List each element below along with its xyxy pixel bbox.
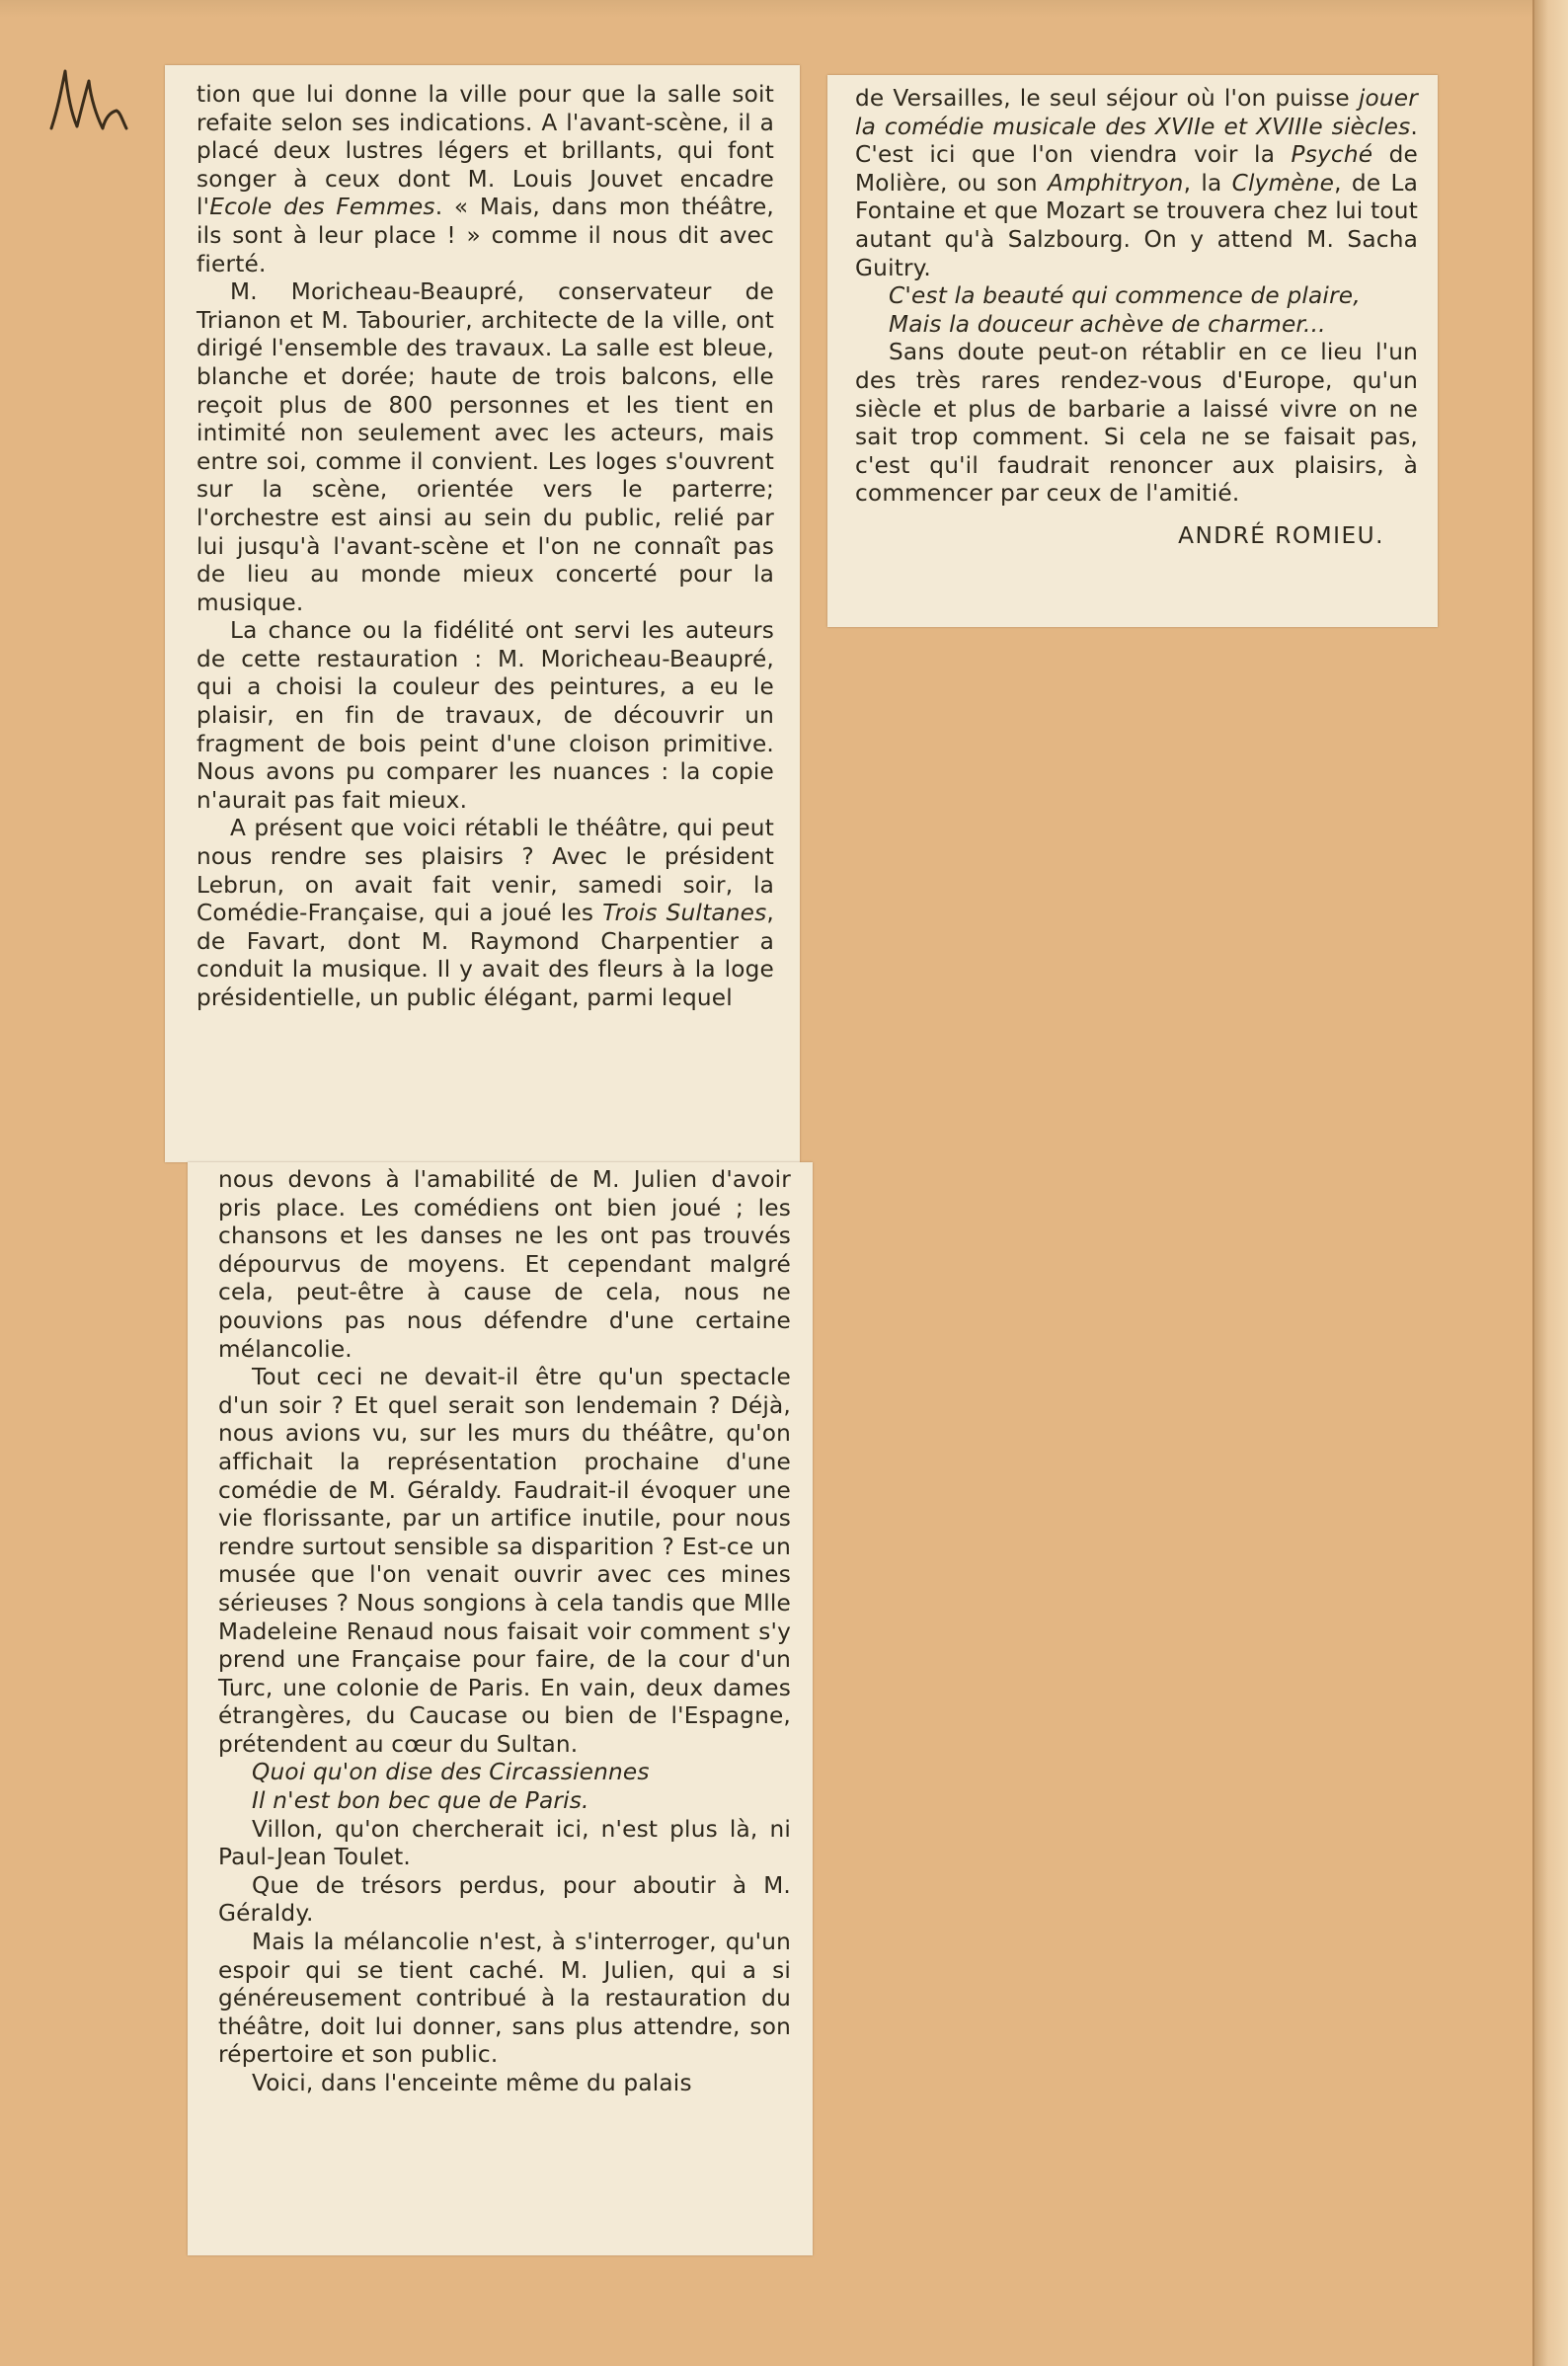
text-segment: Mais la mélancolie n'est, à s'interroger, qu'un espoir qui se tient caché. M. Julien, qui a si généreusement contribué à la restauration du théâtre, doit lui donner, sans plus attendre, son répertoire et son public. (218, 1929, 791, 2069)
page-edge (1532, 0, 1568, 2366)
paragraph (855, 85, 1418, 282)
article-clipping-column-1-continued (188, 1162, 813, 2255)
article-text-col2 (855, 85, 1418, 509)
text-segment: nous devons à l'amabilité de M. Julien d'avoir pris place. Les comédiens ont bien joué ; les chansons et les danses ne les ont pas trouvés dépourvus de moyens. Et cependant malgré cela, peut-être à cause de cela, nous ne pouvions pas nous défendre d'une certaine mélancolie. (218, 1166, 791, 1363)
text-segment: A présent que voici rétabli le théâtre, qui peut nous rendre ses plaisirs ? Avec le président Lebrun, on avait fait venir, samedi soir, la Comédie-Française, qui a joué les (196, 815, 774, 927)
paragraph (218, 1872, 791, 1929)
text-segment: , la (1183, 169, 1232, 197)
paragraph (196, 81, 774, 278)
text-segment: tion que lui donne la ville pour que la salle soit refaite selon ses indications. A l'avant-scène, il a placé deux lustres légers et brillants, qui font songer à ceux dont M. Louis Jouvet encadre l' (196, 81, 774, 221)
text-segment: Que de trésors perdus, pour aboutir à M. Géraldy. (218, 1871, 791, 1928)
italic-text: Trois Sultanes (602, 900, 767, 927)
paragraph (218, 1364, 791, 1759)
text-segment: La chance ou la fidélité ont servi les auteurs de cette restauration : M. Moricheau-Beaupré, qui a choisi la couleur des peintures, a eu le plaisir, en fin de travaux, de découvrir un fragment de bois peint d'une cloison primitive. Nous avons pu comparer les nuances : la copie n'aurait pas fait mieux. (196, 617, 774, 814)
text-segment: M. Moricheau-Beaupré, conservateur de Trianon et M. Tabourier, architecte de la ville, ont dirigé l'ensemble des travaux. La salle est bleue, blanche et dorée; haute de trois balcons, elle reçoit plus de 800 personnes et les tient en intimité non seulement avec les acteurs, mais entre soi, comme il convient. Les loges s'ouvrent sur la scène, orientée vers le parterre; l'orchestre est ainsi au sein du public, relié par lui jusqu'à l'avant-scène et l'on ne connaît pas de lieu au monde mieux concerté pour la musique. (196, 278, 774, 616)
paragraph (218, 1816, 791, 1872)
text-segment: Voici, dans l'enceinte même du palais (252, 2070, 692, 2096)
text-segment: Quoi qu'on dise des Circassiennes (252, 1759, 650, 1786)
text-segment: , de La Fontaine et que Mozart se trouvera chez lui tout autant qu'à Salzbourg. On y attend M. Sacha Guitry. (855, 169, 1418, 281)
paragraph (855, 311, 1418, 340)
text-segment: Mais la douceur achève de charmer... (889, 310, 1326, 338)
paragraph (196, 815, 774, 1012)
page-top-shadow (0, 0, 1534, 18)
paragraph (855, 339, 1418, 509)
text-segment: Il n'est bon bec que de Paris. (252, 1787, 589, 1815)
text-segment: . « Mais, dans mon théâtre, ils sont à leur place ! » comme il nous dit avec fierté. (196, 194, 774, 277)
text-segment: Tout ceci ne devait-il être qu'un spectacle d'un soir ? Et quel serait son lendemain ? Déjà, nous avions vu, sur les murs du théâtre, qu'on affichait la représentation prochaine d'une comédie de M. Géraldy. Faudrait-il évoquer une vie florissante, par un artifice inutile, pour nous rendre surtout sensible sa disparition ? Est-ce un musée que l'on venait ouvrir avec ces mines sérieuses ? Nous songions à cela tandis que Mlle Madeleine Renaud nous faisait voir comment s'y prend une Française pour faire, de la cour d'un Turc, une colonie de Paris. En vain, deux dames étrangères, du Caucase ou bien de l'Espagne, prétendent au cœur du Sultan. (218, 1364, 791, 1758)
text-segment: Sans doute peut-on rétablir en ce lieu l'un des très rares rendez-vous d'Europe, qu'un siècle et plus de barbarie a laissé vivre on ne sait trop comment. Si cela ne se faisait pas, c'est qu'il faudrait renoncer aux plaisirs, à commencer par ceux de l'amitié. (855, 339, 1418, 508)
paragraph (218, 1759, 791, 1787)
italic-text: Clymène (1231, 169, 1335, 197)
text-segment: de Molière, ou son (855, 141, 1418, 197)
text-segment: de Versailles, le seul séjour où l'on puisse (855, 85, 1359, 112)
italic-text: Psyché (1291, 141, 1373, 169)
paragraph (218, 1929, 791, 2070)
text-segment: Villon, qu'on chercherait ici, n'est plus là, ni Paul-Jean Toulet. (218, 1815, 791, 1871)
paragraph (855, 282, 1418, 311)
paragraph (196, 617, 774, 815)
paragraph (196, 278, 774, 617)
article-text-col1 (196, 81, 774, 1013)
italic-text: Ecole des Femmes (209, 194, 435, 221)
italic-text: jouer la comédie musicale des XVIIe et XVIIIe siècles (855, 85, 1418, 140)
paragraph (218, 2070, 791, 2098)
article-clipping-column-2 (827, 75, 1438, 627)
article-text-col1b (218, 1166, 791, 2098)
text-segment: . C'est ici que l'on viendra voir la (855, 113, 1418, 169)
italic-text: Amphitryon (1048, 169, 1184, 197)
author-signature: ANDRÉ ROMIEU. (1178, 521, 1384, 549)
article-clipping-column-1 (165, 65, 800, 1162)
handwritten-mark-logo (43, 51, 132, 150)
paragraph (218, 1166, 791, 1364)
text-segment: C'est la beauté qui commence de plaire, (889, 282, 1361, 310)
paragraph (218, 1787, 791, 1816)
text-segment: , de Favart, dont M. Raymond Charpentier a conduit la musique. Il y avait des fleurs à la loge présidentielle, un public élégant, parmi lequel (196, 900, 774, 1011)
